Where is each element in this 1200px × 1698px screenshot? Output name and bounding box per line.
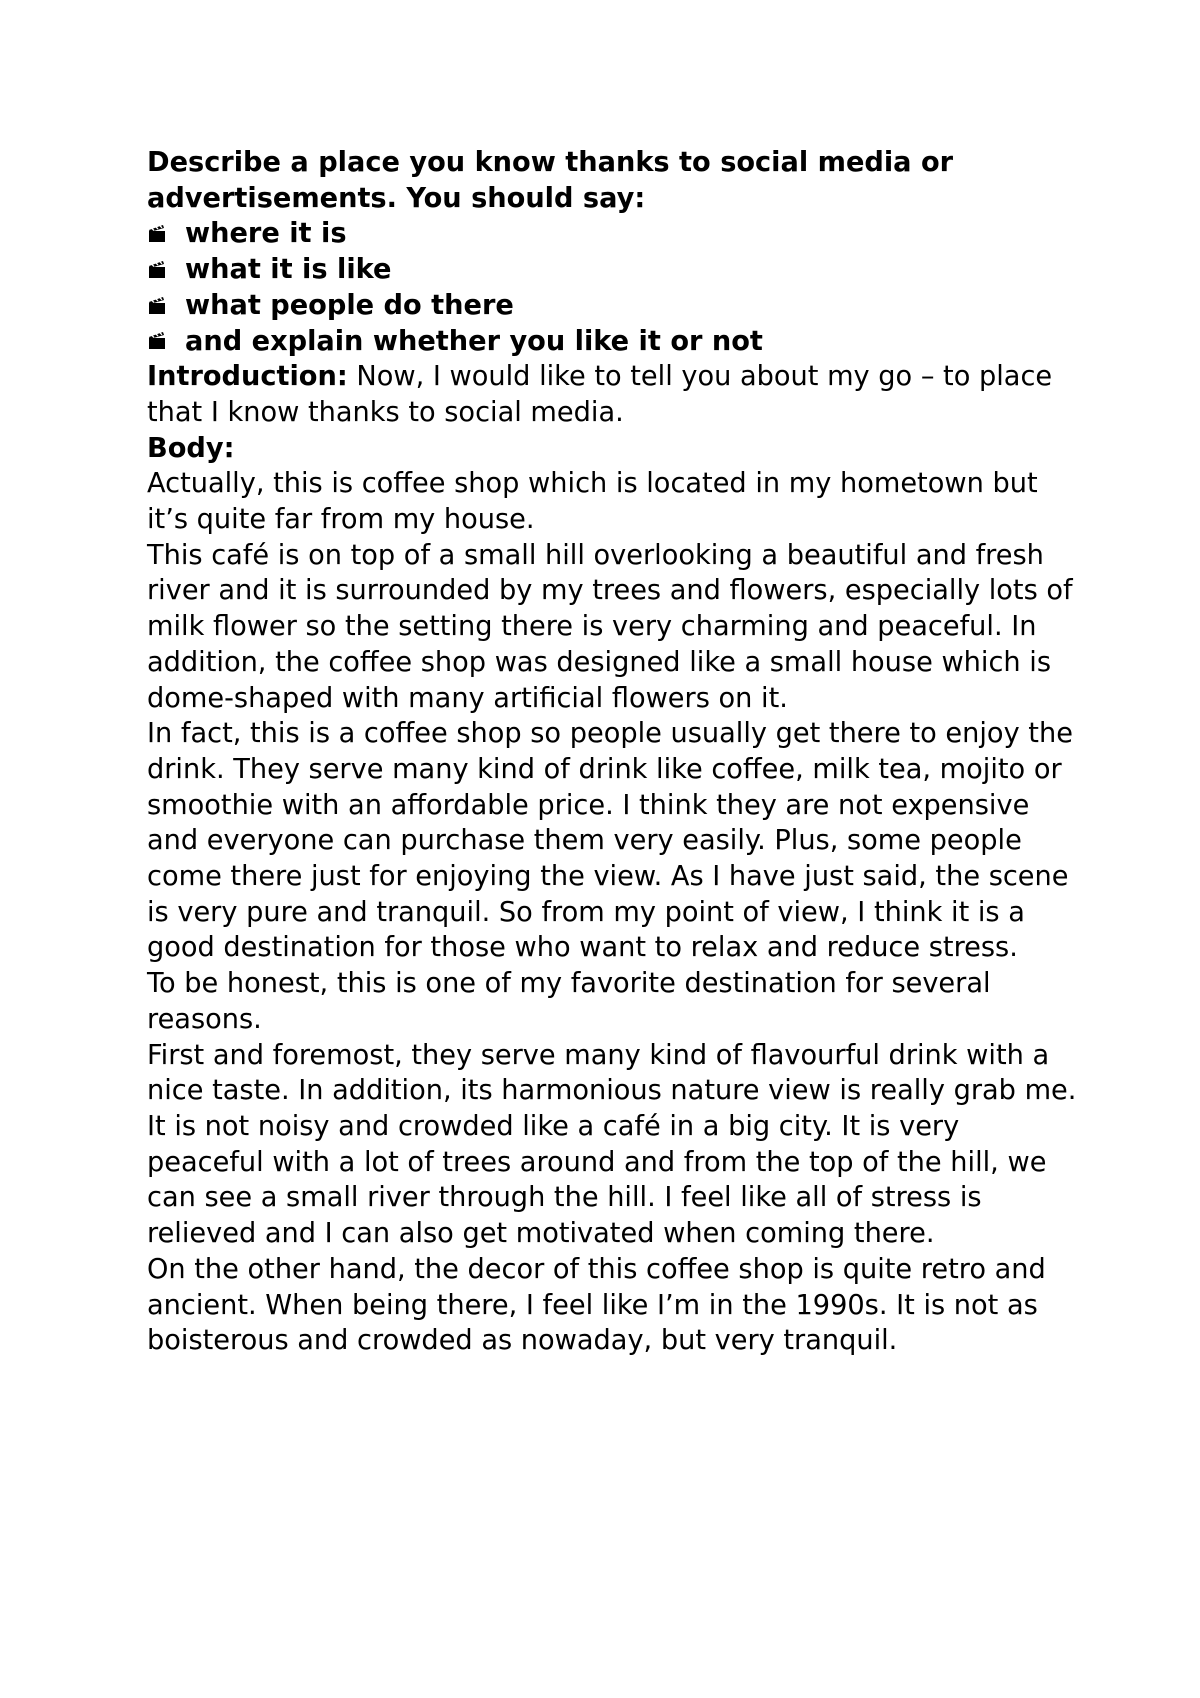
prompt-bullet-text: where it is xyxy=(185,218,347,250)
clapperboard-icon xyxy=(147,258,167,280)
prompt-bullet xyxy=(147,288,1077,324)
prompt-title: Describe a place you know thanks to social media or advertisements. You should say: xyxy=(147,147,954,214)
prompt-bullet-list xyxy=(147,216,1077,359)
prompt-bullet xyxy=(147,252,1077,288)
body-paragraph: To be honest, this is one of my favorite destination for several reasons. xyxy=(147,968,991,1035)
body-paragraph: On the other hand, the decor of this coffee shop is quite retro and ancient. When being there, I feel like I’m in the 1990s. It is not as boisterous and crowded as nowaday, but very tranquil. xyxy=(147,1253,1046,1357)
clapperboard-icon xyxy=(147,294,167,316)
prompt-bullet-text: and explain whether you like it or not xyxy=(185,325,763,357)
prompt-bullet xyxy=(147,324,1077,360)
prompt-bullet xyxy=(147,216,1077,252)
introduction-label: Introduction: xyxy=(147,361,348,393)
body-label: Body: xyxy=(147,432,235,464)
introduction-paragraph xyxy=(147,359,1077,430)
clapperboard-icon xyxy=(147,222,167,244)
body-paragraph: This café is on top of a small hill overlooking a beautiful and fresh river and it is surrounded by my trees and flowers, especially lots of milk flower so the setting there is very charming and peaceful. In addition, the coffee shop was designed like a small house which is dome-shaped with many artificial flowers on it. xyxy=(147,539,1073,714)
body-paragraph: Actually, this is coffee shop which is located in my hometown but it’s quite far from my house. xyxy=(147,468,1038,536)
prompt-bullet-text: what people do there xyxy=(185,289,514,321)
document-page xyxy=(147,145,1077,1359)
body-paragraph: In fact, this is a coffee shop so people usually get there to enjoy the drink. They serve many kind of drink like coffee, milk tea, mojito or smoothie with an affordable price. I think they are not expensive and everyone can purchase them very easily. Plus, some people come there just for enjoying the view. As I have just said, the scene is very pure and tranquil. So from my point of view, I think it is a good destination for those who want to relax and reduce stress. xyxy=(147,718,1073,964)
prompt-bullet-text: what it is like xyxy=(185,254,392,286)
clapperboard-icon xyxy=(147,329,167,351)
body-paragraph: First and foremost, they serve many kind of flavourful drink with a nice taste. In addition, its harmonious nature view is really grab me. It is not noisy and crowded like a café in a big city. It is very peaceful with a lot of trees around and from the top of the hill, we can see a small river through the hill. I feel like all of stress is relieved and I can also get motivated when coming there. xyxy=(147,1039,1077,1250)
introduction-text: Now, I would like to tell you about my go – to place that I know thanks to social media. xyxy=(147,361,1053,428)
